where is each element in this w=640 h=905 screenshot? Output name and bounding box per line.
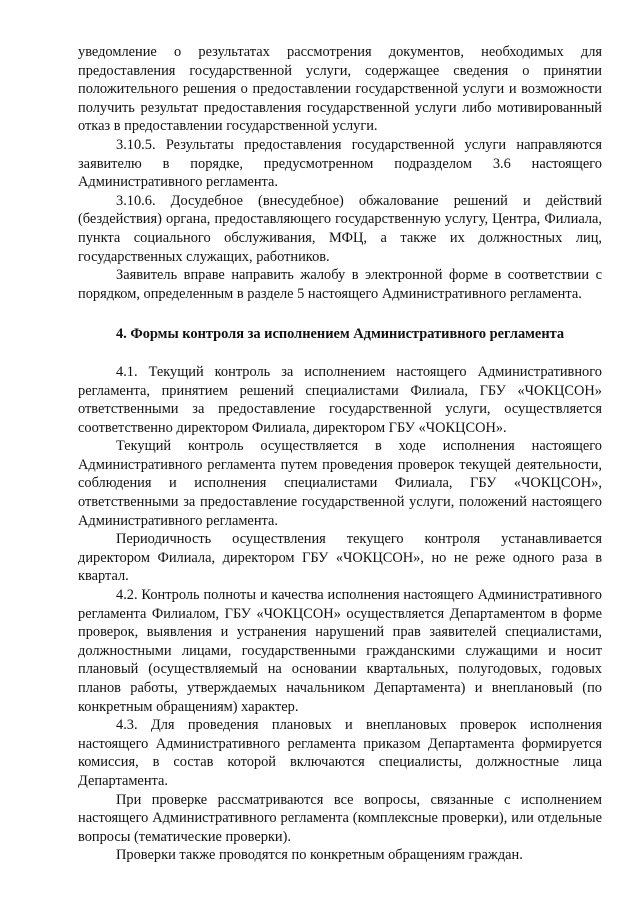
- paragraph-4-2: 4.2. Контроль полноты и качества исполнения настоящего Административного регламента Филиалом, ГБУ «ЧОКЦСОН» осуществляется Департаментом в форме проверок, выявления и устранения нарушений прав заявителей специалистами, должностными лицами, государственными гражданскими служащими и носит плановый (осуществляемый на основании квартальных, полугодовых, годовых планов работы, утверждаемых начальником Департамента) и внеплановый (по конкретным обращениям) характер.: [78, 587, 602, 715]
- paragraph-inspection-questions: При проверке рассматриваются все вопросы, связанные с исполнением настоящего Административного регламента (комплексные проверки), или отдельные вопросы (тематические проверки).: [78, 791, 602, 845]
- section-title: 4. Формы контроля за исполнением Административного регламента: [115, 326, 565, 343]
- paragraph-complaint-electronic: Заявитель вправе направить жалобу в электронной форме в соответствии с порядком, определенным в разделе 5 настоящего Административного регламента.: [78, 267, 602, 302]
- paragraph-4-3: 4.3. Для проведения плановых и внеплановых проверок исполнения настоящего Административного регламента приказом Департамента формируется комиссия, в состав которой включаются специалисты, должностные лица Департамента.: [78, 717, 602, 789]
- paragraph-3-10-5: 3.10.5. Результаты предоставления государственной услуги направляются заявителю в порядке, предусмотренном подразделом 3.6 настоящего Административного регламента.: [78, 136, 602, 191]
- paragraph-current-control: Текущий контроль осуществляется в ходе исполнения настоящего Административного регламента путем проведения проверок текущей деятельности, соблюдения и исполнения специалистами Филиала, ГБУ «ЧОКЦСОН», ответственными за предоставление государственной услуги, положений настоящего Административного регламента.: [78, 438, 602, 529]
- paragraph-periodicity: Периодичность осуществления текущего контроля устанавливается директором Филиала, директором ГБУ «ЧОКЦСОН», но не реже одного раза в квартал.: [78, 531, 602, 585]
- paragraph-notification-continuation: уведомление о результатах рассмотрения документов, необходимых для предоставления государственной услуги, содержащее сведения о принятии положительного решения о предоставлении государственной услуги и возможности получить результат предоставления государственной услуги либо мотивированный отказ в предоставлении государственной услуги.: [78, 44, 602, 135]
- paragraph-3-10-6: 3.10.6. Досудебное (внесудебное) обжалование решений и действий (бездействия) органа, предоставляющего государственную услугу, Центра, Филиала, пункта социального обслуживания, МФЦ, а также их должностных лиц, государственных служащих, работников.: [78, 192, 602, 265]
- paragraph-inspections-citizens: Проверки также проводятся по конкретным обращениям граждан.: [116, 847, 523, 864]
- paragraph-4-1: 4.1. Текущий контроль за исполнением настоящего Административного регламента, принятием решений специалистами Филиала, ГБУ «ЧОКЦСОН» ответственными за предоставление государственной услуги, осуществляется соответственно директором Филиала, директором ГБУ «ЧОКЦСОН».: [78, 363, 602, 436]
- document-page: [78, 43, 602, 865]
